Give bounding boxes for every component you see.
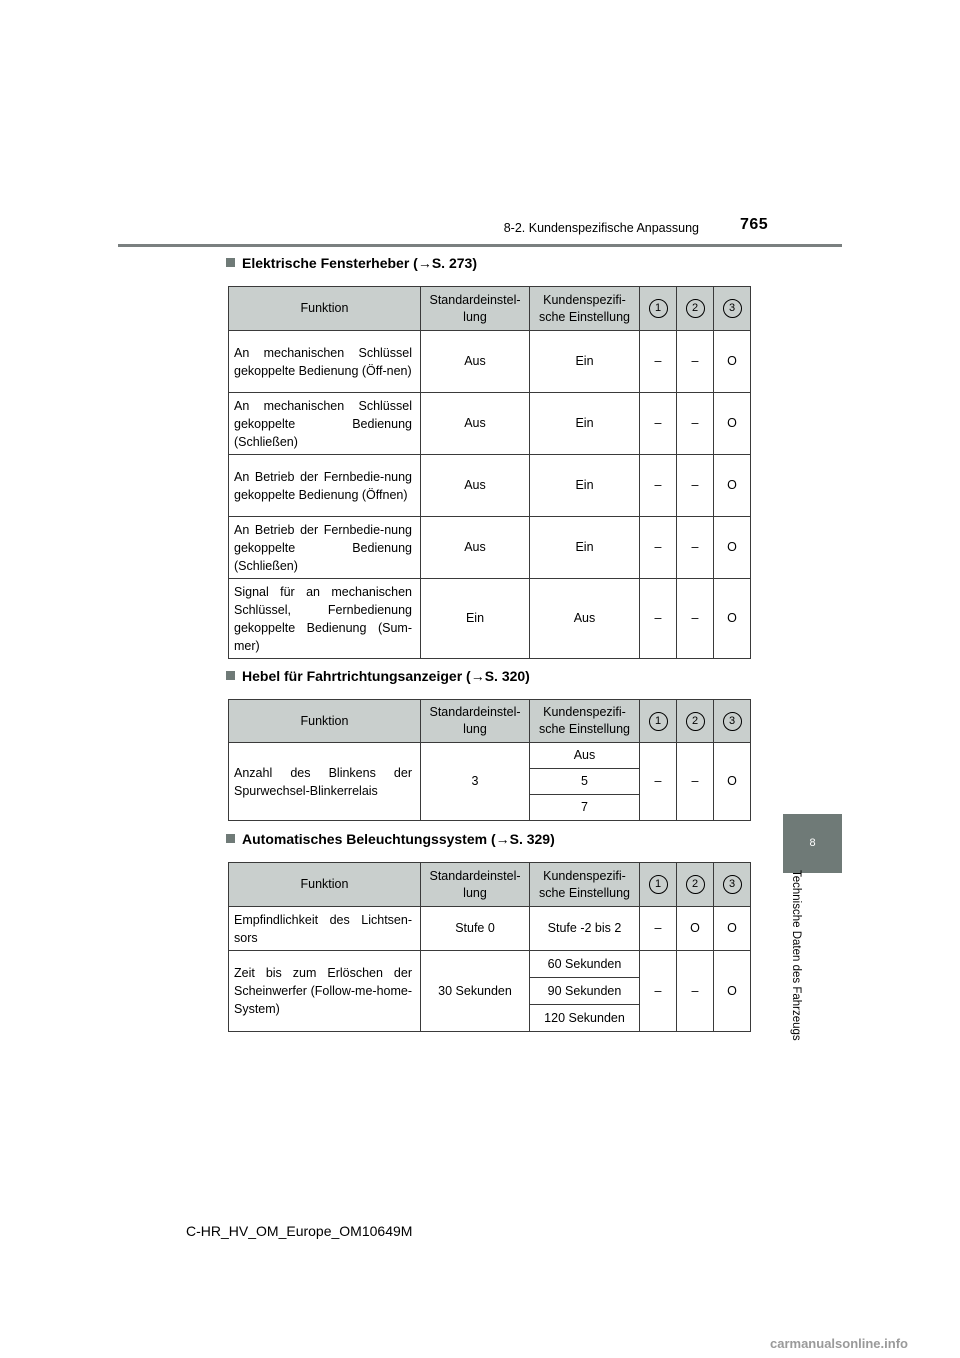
- chapter-tab[interactable]: 8: [783, 814, 842, 873]
- header-col1: [640, 700, 677, 743]
- table-header-row: [229, 700, 751, 743]
- function-cell: An mechanischen Schlüssel gekoppelte Bedienung (Schließen): [229, 393, 421, 455]
- col3-cell: O: [714, 331, 751, 393]
- header-funktion: Funktion: [229, 863, 421, 907]
- section-heading-text: Automatisches Beleuchtungssystem (→S. 329): [242, 831, 555, 847]
- table-row: [229, 743, 751, 769]
- custom-cell: Ein: [530, 331, 640, 393]
- header-col3: [714, 287, 751, 331]
- col2-cell: –: [677, 517, 714, 579]
- document-code: C-HR_HV_OM_Europe_OM10649M: [186, 1223, 413, 1239]
- function-cell: Anzahl des Blinkens der Spurwechsel-Blinkerrelais: [229, 743, 421, 821]
- function-cell: Signal für an mechanischen Schlüssel, Fernbedienung gekoppelte Bedienung (Sum-mer): [229, 579, 421, 659]
- table-row: [229, 517, 751, 579]
- col1-cell: –: [640, 579, 677, 659]
- function-cell: An Betrieb der Fernbedie-nung gekoppelte Bedienung (Öffnen): [229, 455, 421, 517]
- custom-option-cell: 120 Sekunden: [530, 1005, 640, 1032]
- circled-number-icon: 1: [649, 875, 668, 894]
- table-row: [229, 331, 751, 393]
- table-row: [229, 393, 751, 455]
- circled-number-icon: 3: [723, 299, 742, 318]
- col1-cell: –: [640, 455, 677, 517]
- custom-option-cell: 7: [530, 795, 640, 821]
- header-col3: [714, 863, 751, 907]
- col2-cell: O: [677, 907, 714, 951]
- section-heading-window-lifts: [226, 255, 477, 271]
- chapter-title: 8-2. Kundenspezifische Anpassung: [503, 221, 699, 235]
- col2-cell: –: [677, 331, 714, 393]
- header-custom: Kundenspezifi-sche Einstellung: [530, 287, 640, 331]
- function-cell: Zeit bis zum Erlöschen der Scheinwerfer (Follow-me-home-System): [229, 951, 421, 1032]
- col2-cell: –: [677, 393, 714, 455]
- function-cell: Empfindlichkeit des Lichtsen-sors: [229, 907, 421, 951]
- standard-cell: Stufe 0: [421, 907, 530, 951]
- header-rule: [118, 244, 842, 247]
- custom-option-cell: Aus: [530, 743, 640, 769]
- function-cell: An Betrieb der Fernbedie-nung gekoppelte Bedienung (Schließen): [229, 517, 421, 579]
- header-standard: Standardeinstel-lung: [421, 287, 530, 331]
- header-funktion: Funktion: [229, 700, 421, 743]
- custom-option-cell: 60 Sekunden: [530, 951, 640, 978]
- header-col1: [640, 863, 677, 907]
- header-col1: [640, 287, 677, 331]
- col1-cell: –: [640, 517, 677, 579]
- col3-cell: O: [714, 517, 751, 579]
- custom-option-cell: 5: [530, 769, 640, 795]
- circled-number-icon: 1: [649, 299, 668, 318]
- custom-cell: Ein: [530, 517, 640, 579]
- function-cell: An mechanischen Schlüssel gekoppelte Bedienung (Öff-nen): [229, 331, 421, 393]
- standard-cell: Aus: [421, 517, 530, 579]
- table-row: [229, 951, 751, 978]
- settings-table-turn-signal: [228, 699, 751, 821]
- circled-number-icon: 1: [649, 712, 668, 731]
- custom-option-cell: 90 Sekunden: [530, 978, 640, 1005]
- section-heading-auto-lighting: [226, 831, 555, 847]
- section-heading-turn-signal: [226, 668, 530, 684]
- header-custom: Kundenspezifi-sche Einstellung: [530, 700, 640, 743]
- custom-cell: Stufe -2 bis 2: [530, 907, 640, 951]
- circled-number-icon: 2: [686, 299, 705, 318]
- standard-cell: Aus: [421, 455, 530, 517]
- col1-cell: –: [640, 331, 677, 393]
- col1-cell: –: [640, 951, 677, 1032]
- header-standard: Standardeinstel-lung: [421, 863, 530, 907]
- header-custom: Kundenspezifi-sche Einstellung: [530, 863, 640, 907]
- settings-table-window-lifts: [228, 286, 751, 659]
- square-bullet-icon: [226, 671, 235, 680]
- custom-cell: Aus: [530, 579, 640, 659]
- col3-cell: O: [714, 951, 751, 1032]
- col3-cell: O: [714, 455, 751, 517]
- standard-cell: Aus: [421, 331, 530, 393]
- table-row: [229, 907, 751, 951]
- standard-cell: 30 Sekunden: [421, 951, 530, 1032]
- standard-cell: Aus: [421, 393, 530, 455]
- header-funktion: Funktion: [229, 287, 421, 331]
- table-header-row: [229, 863, 751, 907]
- custom-cell: Ein: [530, 393, 640, 455]
- col1-cell: –: [640, 393, 677, 455]
- chapter-side-label: [765, 870, 825, 1078]
- col3-cell: O: [714, 743, 751, 821]
- watermark: carmanualsonline.info: [770, 1336, 908, 1351]
- standard-cell: Ein: [421, 579, 530, 659]
- header-standard: Standardeinstel-lung: [421, 700, 530, 743]
- chapter-side-label-text: Technische Daten des Fahrzeugs: [790, 870, 802, 1041]
- standard-cell: 3: [421, 743, 530, 821]
- col2-cell: –: [677, 743, 714, 821]
- header-col3: [714, 700, 751, 743]
- page-number: 765: [740, 216, 769, 233]
- header-col2: [677, 287, 714, 331]
- circled-number-icon: 3: [723, 712, 742, 731]
- header-col2: [677, 863, 714, 907]
- col1-cell: –: [640, 907, 677, 951]
- col3-cell: O: [714, 907, 751, 951]
- col2-cell: –: [677, 579, 714, 659]
- col2-cell: –: [677, 455, 714, 517]
- custom-cell: Ein: [530, 455, 640, 517]
- circled-number-icon: 2: [686, 875, 705, 894]
- settings-table-auto-lighting: [228, 862, 751, 1032]
- square-bullet-icon: [226, 258, 235, 267]
- header-col2: [677, 700, 714, 743]
- circled-number-icon: 2: [686, 712, 705, 731]
- table-row: [229, 455, 751, 517]
- section-heading-text: Hebel für Fahrtrichtungsanzeiger (→S. 320): [242, 668, 530, 684]
- col3-cell: O: [714, 393, 751, 455]
- circled-number-icon: 3: [723, 875, 742, 894]
- table-row: [229, 579, 751, 659]
- col3-cell: O: [714, 579, 751, 659]
- section-heading-text: Elektrische Fensterheber (→S. 273): [242, 255, 477, 271]
- table-header-row: [229, 287, 751, 331]
- col1-cell: –: [640, 743, 677, 821]
- col2-cell: –: [677, 951, 714, 1032]
- square-bullet-icon: [226, 834, 235, 843]
